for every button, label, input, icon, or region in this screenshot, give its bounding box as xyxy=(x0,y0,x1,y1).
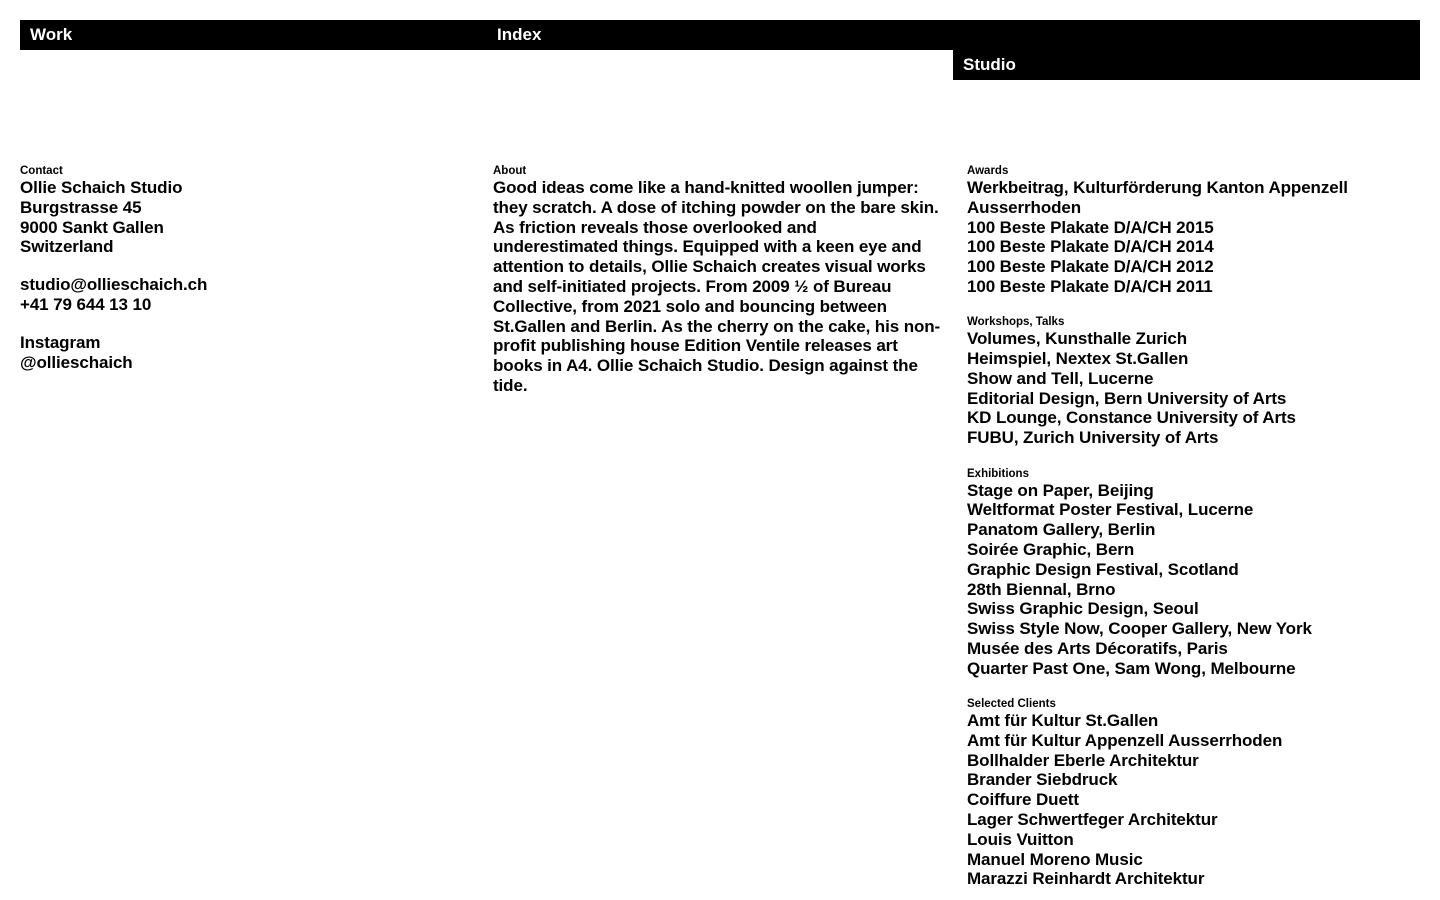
workshops-label: Workshops, Talks xyxy=(967,316,1065,329)
spacer xyxy=(967,679,1417,698)
list-item: FUBU, Zurich University of Arts xyxy=(967,428,1219,448)
list-item: 100 Beste Plakate D/A/CH 2012 xyxy=(967,257,1214,277)
nav-index-link[interactable]: Index xyxy=(497,25,542,44)
contact-address xyxy=(20,178,460,257)
about-text: Good ideas come like a hand-knitted woollen jumper: they scratch. A dose of itching powder on the bare skin. As friction reveals those overlooked and underestimated things. Equipped with a keen eye and attention to details, Ollie Schaich creates visual works and self-initiated projects. From 2009 ½ of Bureau Collective, from 2021 solo and bouncing between St.Gallen and Berlin. As the cherry on the cake, his non-profit publishing house Edition Ventile releases art books in A4. Ollie Schaich Studio. Design against the tide. xyxy=(493,178,941,395)
nav-work-link[interactable]: Work xyxy=(30,25,73,44)
list-item: Panatom Gallery, Berlin xyxy=(967,520,1156,540)
about-column xyxy=(493,164,943,396)
spacer xyxy=(967,448,1417,467)
clients-label: Selected Clients xyxy=(967,698,1056,711)
contact-label: Contact xyxy=(20,165,63,177)
address-line: Switzerland xyxy=(20,237,114,257)
address-line: Ollie Schaich Studio xyxy=(20,178,183,197)
list-item: Stage on Paper, Beijing xyxy=(967,480,1154,500)
spacer xyxy=(20,257,460,275)
list-item: Heimspiel, Nextex St.Gallen xyxy=(967,349,1189,369)
list-item: Quarter Past One, Sam Wong, Melbourne xyxy=(967,658,1296,678)
email-link[interactable]: studio@ollieschaich.ch xyxy=(20,275,208,295)
list-item: Werkbeitrag, Kulturförderung Kanton Appenzell Ausserrhoden xyxy=(967,178,1348,217)
address-line: 9000 Sankt Gallen xyxy=(20,217,164,237)
list-item: Brander Siebdruck xyxy=(967,770,1118,790)
spacer xyxy=(967,297,1417,316)
phone-link[interactable]: +41 79 644 13 10 xyxy=(20,294,152,314)
nav-studio-active-block xyxy=(953,20,1420,80)
contact-social xyxy=(20,333,460,373)
list-item: Louis Vuitton xyxy=(967,829,1074,849)
awards-label: Awards xyxy=(967,165,1009,177)
contact-details xyxy=(20,275,460,315)
awards-list xyxy=(967,178,1417,297)
list-item: Editorial Design, Bern University of Arts xyxy=(967,388,1287,408)
list-item: Amt für Kultur Appenzell Ausserrhoden xyxy=(967,730,1283,750)
list-item: Musée des Arts Décoratifs, Paris xyxy=(967,638,1228,658)
list-item: Manuel Moreno Music xyxy=(967,849,1143,869)
list-item: Soirée Graphic, Bern xyxy=(967,539,1135,559)
list-item: Marazzi Reinhardt Architektur xyxy=(967,869,1205,889)
address-line: Burgstrasse 45 xyxy=(20,197,142,217)
list-item: Weltformat Poster Festival, Lucerne xyxy=(967,500,1254,520)
clients-list xyxy=(967,711,1417,889)
list-item: Amt für Kultur St.Gallen xyxy=(967,711,1159,731)
list-item: Graphic Design Festival, Scotland xyxy=(967,559,1239,579)
contact-column xyxy=(20,164,460,372)
list-item: KD Lounge, Constance University of Arts xyxy=(967,408,1296,428)
list-item: 28th Biennal, Brno xyxy=(967,579,1116,599)
list-item: Lager Schwertfeger Architektur xyxy=(967,810,1218,830)
instagram-link[interactable]: @ollieschaich xyxy=(20,352,133,372)
credentials-column xyxy=(967,164,1417,889)
workshops-list xyxy=(967,329,1417,448)
list-item: Coiffure Duett xyxy=(967,790,1079,810)
exhibitions-label: Exhibitions xyxy=(967,467,1029,480)
instagram-label: Instagram xyxy=(20,332,101,352)
spacer xyxy=(20,315,460,333)
about-label: About xyxy=(493,165,527,177)
exhibitions-list xyxy=(967,481,1417,679)
list-item: Bollhalder Eberle Architektur xyxy=(967,750,1199,770)
nav-studio-link[interactable]: Studio xyxy=(963,55,1016,74)
list-item: Swiss Graphic Design, Seoul xyxy=(967,599,1199,619)
list-item: 100 Beste Plakate D/A/CH 2015 xyxy=(967,217,1214,237)
list-item: Volumes, Kunsthalle Zurich xyxy=(967,329,1188,349)
list-item: Show and Tell, Lucerne xyxy=(967,368,1154,388)
list-item: 100 Beste Plakate D/A/CH 2011 xyxy=(967,276,1213,296)
list-item: Swiss Style Now, Cooper Gallery, New York xyxy=(967,619,1312,639)
list-item: 100 Beste Plakate D/A/CH 2014 xyxy=(967,237,1214,257)
